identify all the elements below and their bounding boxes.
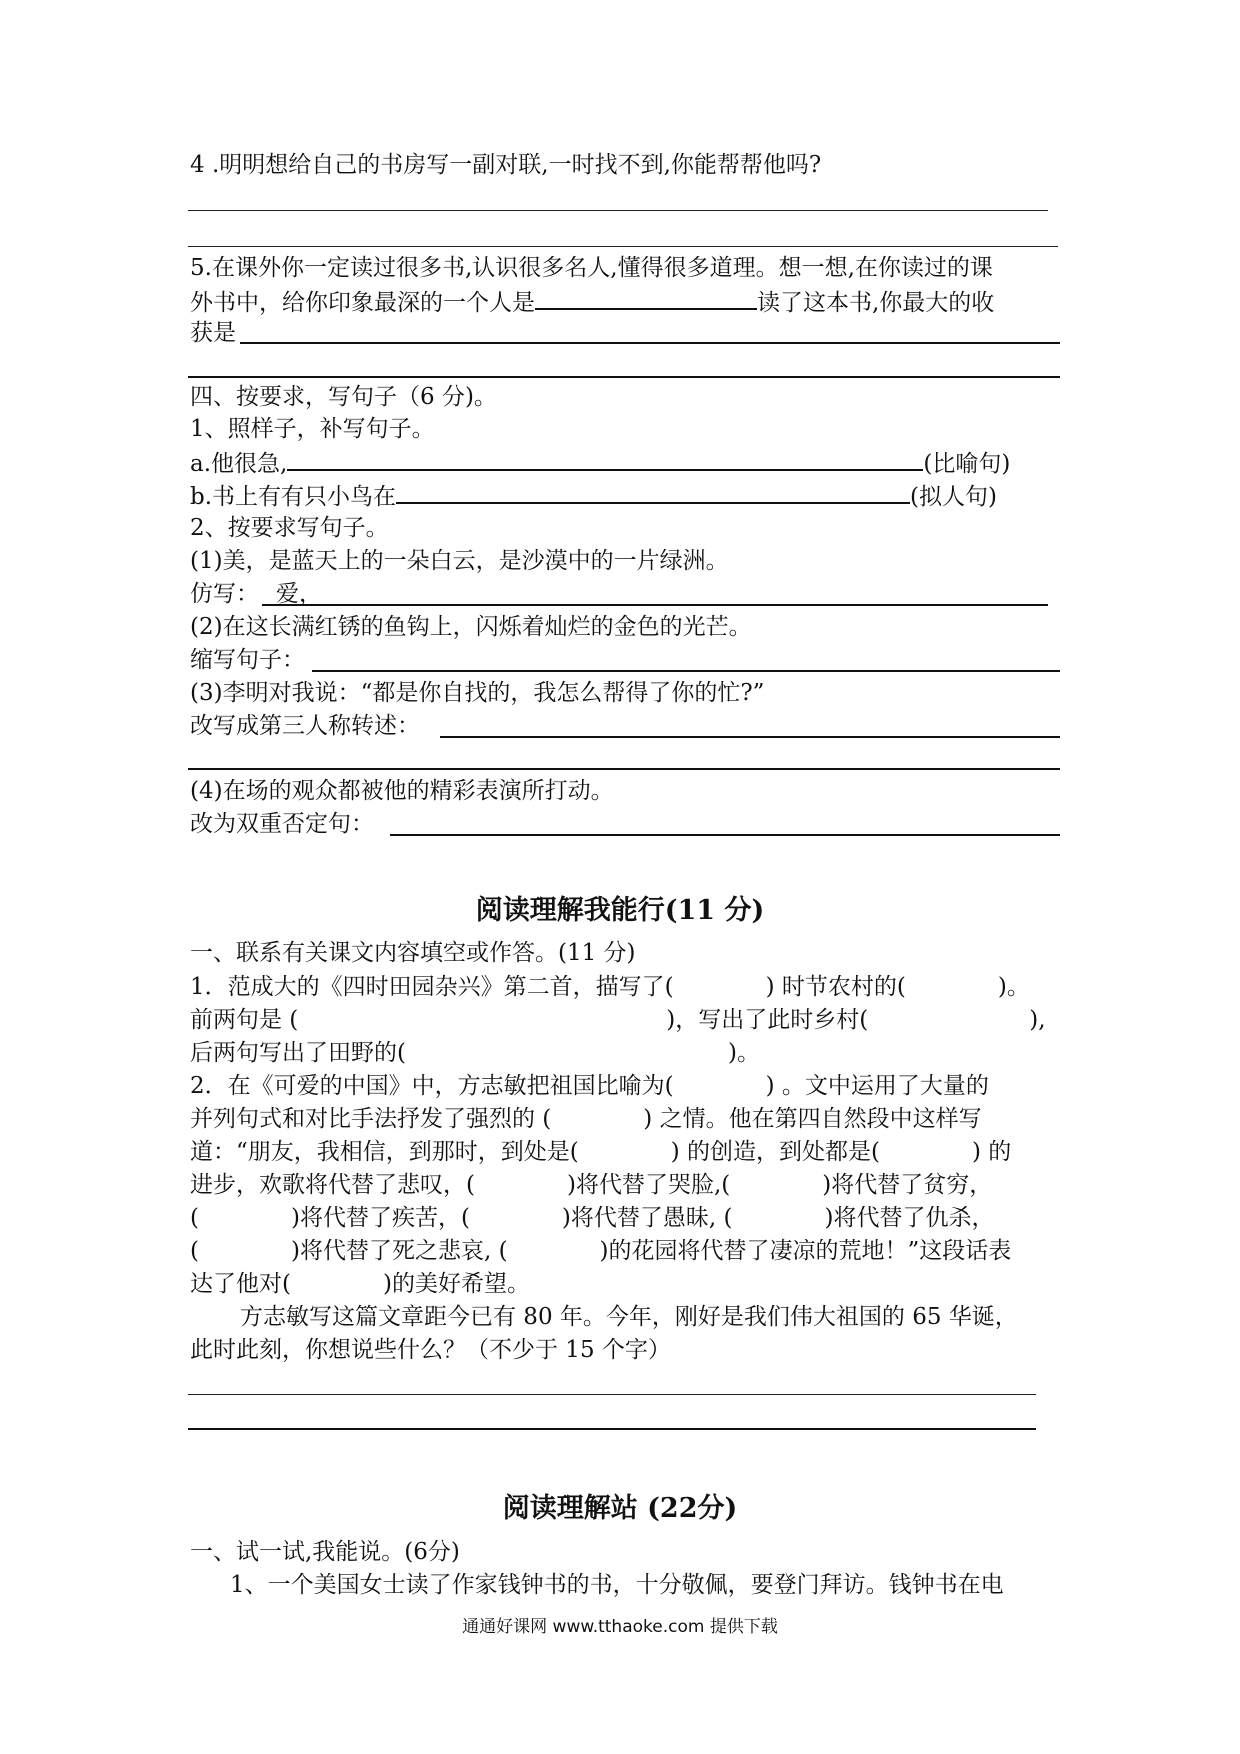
reading-line: 达了他对( )的美好希望。: [190, 1271, 530, 1297]
reading-line: 2．在《可爱的中国》中，方志敏把祖国比喻为( ) 。文中运用了大量的: [190, 1073, 989, 1099]
sentence-1: (1)美，是蓝天上的一朵白云，是沙漠中的一片绿洲。: [190, 548, 729, 574]
question-5-line-3: 获是: [190, 320, 236, 346]
answer-blank[interactable]: [535, 286, 757, 310]
answer-blank[interactable]: [396, 480, 910, 504]
sentence-a: a.他很急, (比喻句): [190, 447, 1010, 479]
condense-label: 缩写句子：: [190, 647, 305, 673]
answer-line[interactable]: [440, 736, 1060, 738]
question-5-line-1: 5.在课外你一定读过很多书,认识很多名人,懂得很多道理。想一想,在你读过的课: [190, 255, 993, 281]
double-negative-label: 改为双重否定句：: [190, 811, 374, 837]
reading-station-line: 1、一个美国女士读了作家钱钟书的书，十分敬佩，要登门拜访。钱钟书在电: [230, 1572, 1004, 1598]
question-4: 4 .明明想给自己的书房写一副对联,一时找不到,你能帮帮他吗?: [190, 152, 822, 178]
answer-line[interactable]: [188, 376, 1060, 378]
imitate-prefill: 爱，: [276, 581, 322, 607]
reading-line: 前两句是 ( )，写出了此时乡村( ),: [190, 1007, 1046, 1033]
answer-blank[interactable]: [287, 447, 923, 471]
answer-line[interactable]: [262, 604, 1048, 606]
reading-section-title: 阅读理解我能行(11 分): [475, 895, 765, 926]
reading-line: 并列句式和对比手法抒发了强烈的 ( ) 之情。他在第四自然段中这样写: [190, 1106, 982, 1132]
answer-line[interactable]: [390, 834, 1060, 836]
sentence-3: (3)李明对我说：“都是你自找的，我怎么帮得了你的忙?”: [190, 680, 765, 706]
third-person-label: 改写成第三人称转述：: [190, 713, 420, 739]
section-4-part-1: 1、照样子，补写句子。: [190, 416, 435, 442]
answer-line[interactable]: [240, 342, 1060, 344]
answer-line[interactable]: [188, 210, 1048, 211]
answer-line[interactable]: [188, 246, 1058, 247]
reading-line: ( )将代替了疾苦，( )将代替了愚昧, ( )将代替了仇杀，: [190, 1205, 995, 1231]
reading-line: 进步，欢歌将代替了悲叹，( )将代替了哭脸,( )将代替了贫穷，: [190, 1172, 993, 1198]
reading-station-header: 一、试一试,我能说。(6分): [190, 1539, 460, 1565]
sentence-2: (2)在这长满红锈的鱼钩上，闪烁着灿烂的金色的光芒。: [190, 614, 752, 640]
answer-line[interactable]: [188, 1394, 1036, 1395]
answer-line[interactable]: [188, 1428, 1036, 1430]
section-4-part-2: 2、按要求写句子。: [190, 515, 389, 541]
page-footer: 通通好课网 www.tthaoke.com 提供下载: [462, 1617, 778, 1637]
reading-line: 此时此刻，你想说些什么？（不少于 15 个字）: [190, 1337, 671, 1363]
reading-line: 后两句写出了田野的( )。: [190, 1040, 760, 1066]
reading-station-title: 阅读理解站 (22分): [502, 1493, 738, 1524]
reading-line: 1．范成大的《四时田园杂兴》第二首，描写了( ) 时节农村的( )。: [190, 974, 1030, 1000]
imitate-label: 仿写：: [190, 581, 259, 607]
reading-header: 一、联系有关课文内容填空或作答。(11 分): [190, 940, 636, 966]
section-4-header: 四、按要求，写句子（6 分)。: [190, 384, 497, 410]
answer-line[interactable]: [312, 670, 1060, 672]
sentence-4: (4)在场的观众都被他的精彩表演所打动。: [190, 778, 614, 804]
reading-line: 道：“朋友，我相信，到那时，到处是( ) 的创造，到处都是( ) 的: [190, 1139, 1012, 1165]
answer-line[interactable]: [188, 768, 1060, 770]
question-5-line-2: 外书中，给你印象最深的一个人是 读了这本书,你最大的收: [190, 286, 994, 318]
sentence-b: b.书上有有只小鸟在 (拟人句): [190, 480, 997, 512]
reading-line: ( )将代替了死之悲哀, ( )的花园将代替了凄凉的荒地！”这段话表: [190, 1238, 1012, 1264]
reading-line: 方志敏写这篇文章距今已有 80 年。今年，刚好是我们伟大祖国的 65 华诞，: [240, 1304, 1018, 1330]
